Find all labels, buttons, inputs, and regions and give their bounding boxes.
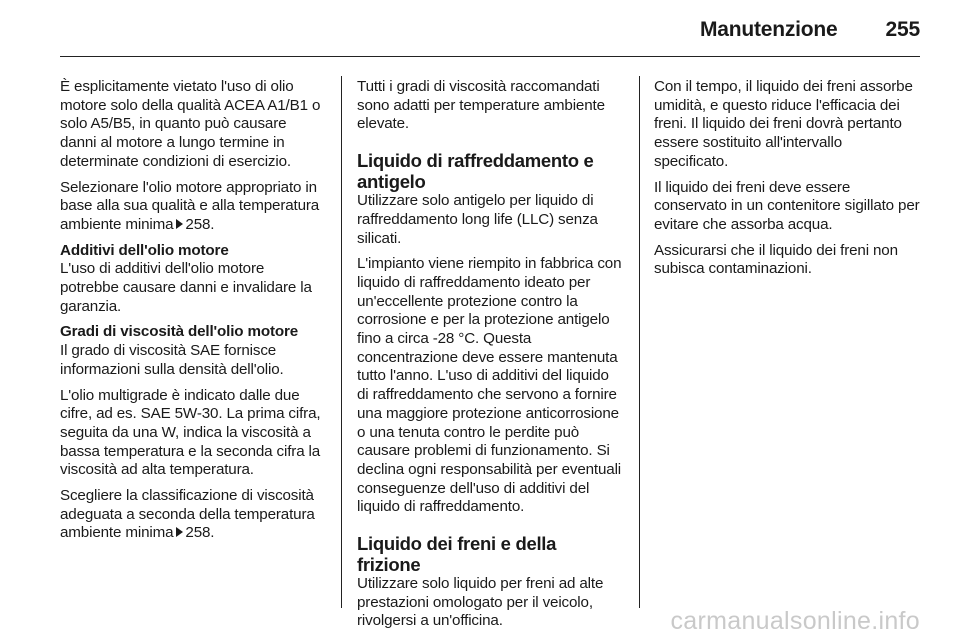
column-1: [60, 78, 326, 550]
page-reference-link[interactable]: 258.: [185, 524, 215, 542]
heading-coolant: Liquido di raffreddamento e antigelo: [357, 150, 594, 193]
page-reference-link[interactable]: 258.: [185, 215, 215, 233]
heading-oil-additives: Additivi dell'olio motore: [60, 241, 229, 259]
paragraph-viscosity-multigrade: L'olio multigrade è indicato dalle due cifre, ad es. SAE 5W-30. La prima cifra, seguita da una W, indica la viscosità a bassa temperatura e la seconda cifra la viscosità ad alta temperatura.: [60, 386, 321, 479]
paragraph-viscosity-choice: [60, 487, 326, 543]
paragraph-oil-additives: L'uso di additivi dell'olio motore potrebbe causare danni e invalidare la garanzia.: [60, 260, 312, 315]
column-3: [654, 78, 920, 286]
paragraph-oil-prohibition: È esplicitamente vietato l'uso di olio motore solo della qualità ACEA A1/B1 o solo A5/B5, in quanto può causare danni al motore a lungo termine in determinate condizioni di esercizio.: [60, 78, 321, 170]
heading-brake-fluid: Liquido dei freni e della frizione: [357, 533, 557, 576]
watermark: carmanualsonline.info: [670, 607, 920, 635]
reference-arrow-icon: [176, 219, 183, 229]
paragraph-viscosity-sae: Il grado di viscosità SAE fornisce informazioni sulla densità dell'olio.: [60, 342, 284, 378]
paragraph-brake-fluid-moisture: Con il tempo, il liquido dei freni assorbe umidità, e questo riduce l'efficacia dei freni. Il liquido dei freni dovrà pertanto essere sostituito all'intervallo specificato.: [654, 78, 913, 170]
page-number: 255: [885, 18, 920, 41]
column-divider: [341, 76, 342, 608]
paragraph-brake-fluid-storage: Il liquido dei freni deve essere conservato in un contenitore sigillato per evitare che assorba acqua.: [654, 178, 920, 233]
section-title: Manutenzione: [699, 18, 838, 41]
reference-arrow-icon: [176, 527, 183, 537]
heading-viscosity-grades: Gradi di viscosità dell'olio motore: [60, 323, 299, 341]
column-2: [357, 78, 623, 638]
paragraph-coolant-llc: Utilizzare solo antigelo per liquido di raffreddamento long life (LLC) senza silicati.: [357, 192, 598, 247]
paragraph-brake-fluid-contamination: Assicurarsi che il liquido dei freni non subisca contaminazioni.: [654, 241, 898, 278]
page-header: [700, 18, 920, 42]
paragraph-brake-fluid-use: Utilizzare solo liquido per freni ad alte prestazioni omologato per il veicolo, rivolgersi a un'officina.: [357, 575, 604, 630]
paragraph-viscosity-high-temp: Tutti i gradi di viscosità raccomandati sono adatti per temperature ambiente elevate.: [357, 78, 605, 133]
viscosity-choice-text: Scegliere la classificazione di viscosità adeguata a seconda della temperatura ambiente minima: [60, 487, 315, 542]
paragraph-coolant-factory: L'impianto viene riempito in fabbrica con liquido di raffreddamento ideato per un'eccellente protezione contro la corrosione e per la protezione antigelo fino a circa -28 °C. Questa concentrazione deve essere mantenuta tutto l'anno. L'uso di additivi del liquido di raffreddamento che servono a fornire una maggiore protezione anticorrosione o una tenuta contro le perdite può causare problemi di funzionamento. Si declina ogni responsabilità per eventuali conseguenze dell'uso di additivi del liquido di raffreddamento.: [357, 255, 622, 516]
oil-selection-text: Selezionare l'olio motore appropriato in base alla sua qualità e alla temperatura ambiente minima: [60, 178, 320, 233]
paragraph-oil-selection: [60, 179, 326, 235]
column-divider: [639, 76, 640, 608]
header-rule: [60, 56, 920, 57]
